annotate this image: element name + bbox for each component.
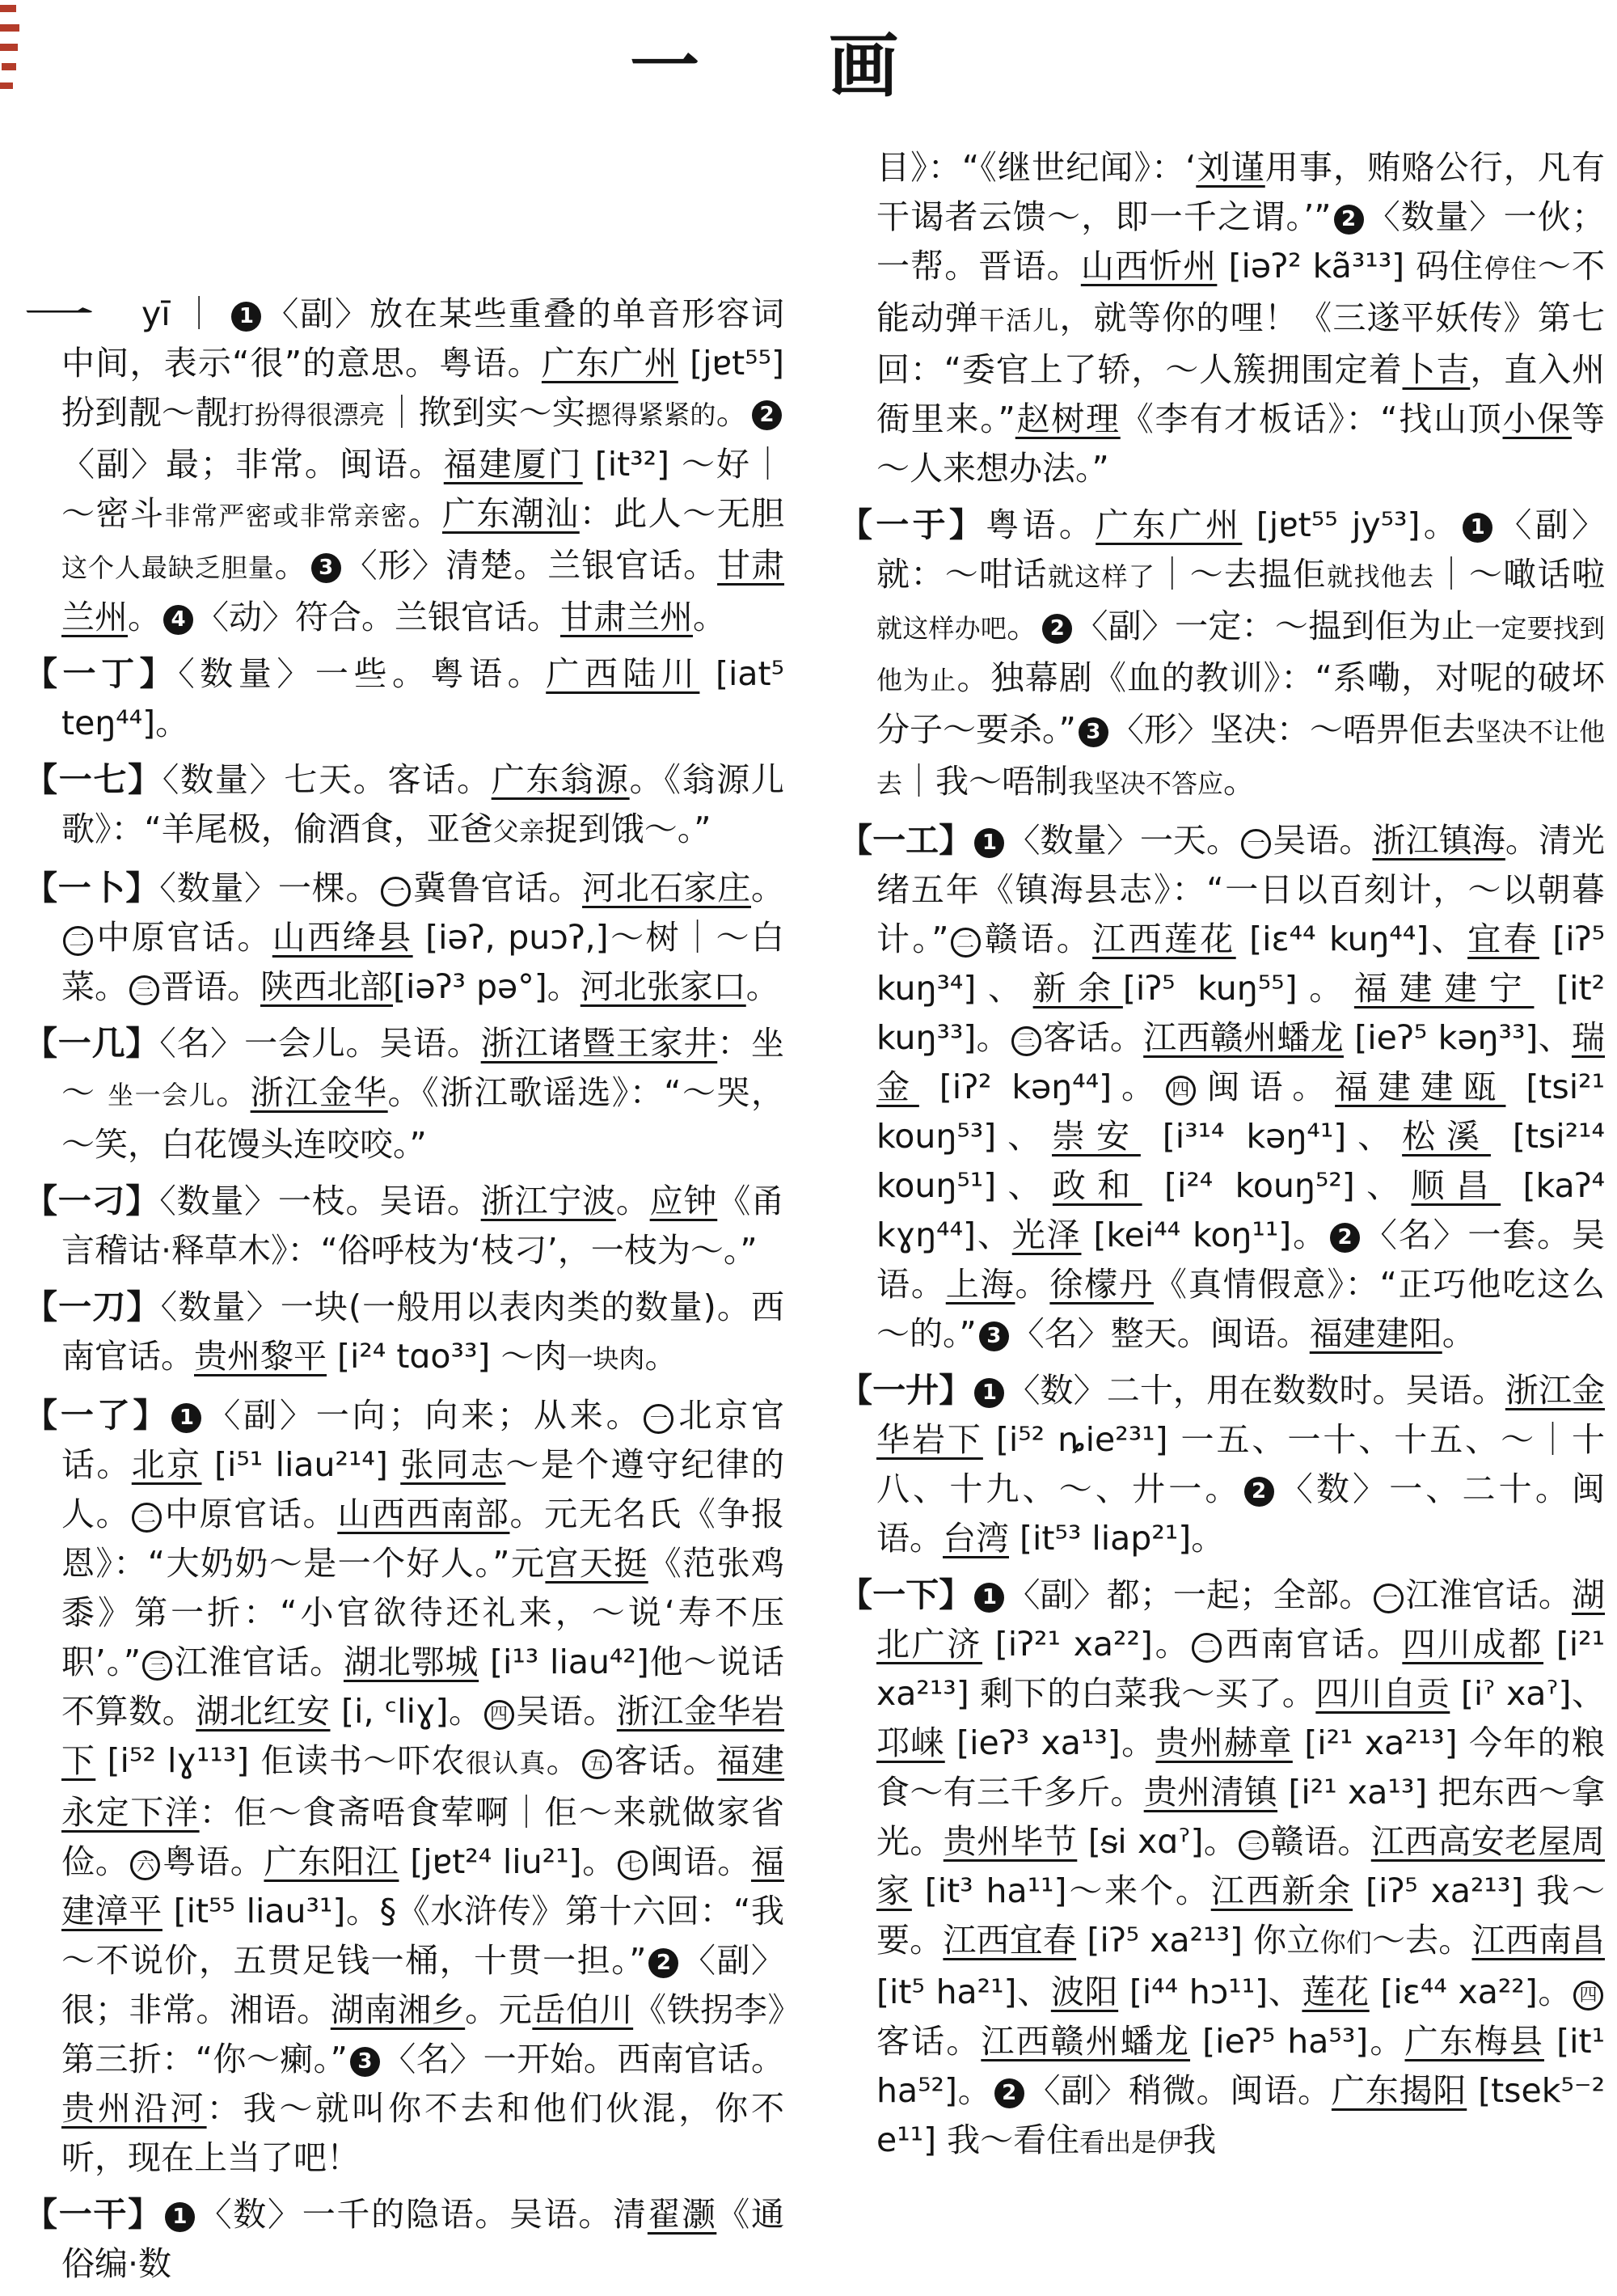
entry-text: ｜～噉话啦 — [1434, 555, 1605, 594]
gloss-small-text: 摁得紧紧的 — [585, 400, 716, 430]
entry-text: 赣语。 — [982, 920, 1093, 958]
sense-number-filled: 2 — [1334, 205, 1364, 235]
entry-text: [iʔ⁵ kuŋ³⁴]、 — [876, 920, 1606, 1008]
entry-text: [it³²] ～好｜～密斗 — [61, 445, 784, 533]
entry-headword: 【一刁】 — [24, 1182, 160, 1220]
proper-name: 贵州毕节 — [943, 1822, 1078, 1861]
sense-number-filled: 3 — [350, 2047, 380, 2077]
sense-number-filled: 2 — [994, 2078, 1024, 2108]
proper-name: 甘肃兰州 — [61, 546, 785, 636]
entry-text: 〈数〉一、二十。闽语。 — [876, 1469, 1605, 1558]
proper-name: 瑞金 — [876, 1018, 1605, 1106]
proper-name: 山西西南部 — [337, 1495, 510, 1533]
entry-text: [kaʔ⁴ kɣŋ⁴⁴]、 — [876, 1166, 1606, 1254]
proper-name: 卜吉 — [1402, 350, 1471, 389]
proper-name: 江西赣州蟠龙 — [981, 2022, 1191, 2061]
entry-headword: 【一刀】 — [24, 1288, 161, 1326]
entry-text: 。 — [644, 1337, 678, 1376]
proper-name: 政和 — [1052, 1166, 1142, 1205]
entry-text: 〈副〉很；非常。湘语。 — [61, 1941, 784, 2029]
subsense-number-circled: 六 — [130, 1850, 160, 1880]
sense-number-filled: 1 — [974, 1378, 1004, 1408]
proper-name: 广东翁源 — [491, 760, 630, 799]
entry-text: [tsi²¹⁴ kouŋ⁵¹]、 — [876, 1117, 1605, 1205]
proper-name: 陕西北部 — [260, 967, 393, 1006]
proper-name: 山西绛县 — [272, 918, 413, 957]
entry-text: 。 — [1007, 607, 1041, 645]
entry-text: 等～人来想办法。” — [876, 400, 1605, 488]
proper-name: 江西宜春 — [943, 1921, 1077, 1960]
left-column — [24, 136, 784, 2296]
sense-number-filled: 1 — [974, 1583, 1004, 1613]
proper-name: 四川成都 — [1402, 1625, 1544, 1664]
proper-name: 翟灏 — [647, 2195, 717, 2234]
proper-name: 徐檬丹 — [1049, 1265, 1154, 1304]
entry-text: [iˀ xaˀ]、 — [1450, 1674, 1605, 1713]
dict-entry — [24, 1177, 784, 1275]
entry-text: 〈形〉清楚。兰银官话。 — [343, 546, 718, 585]
entry-text: 〈副〉最；非常。闽语。 — [61, 445, 444, 484]
entry-text: 粤语。 — [162, 1842, 264, 1881]
entry-text: [jɐt²⁴ liu²¹]。 — [399, 1842, 617, 1881]
entry-text: 〈副〉 就：～咁话 — [876, 505, 1606, 594]
entry-text: [i⁵² lɣ¹¹³] 佢读书～吓农 — [95, 1741, 466, 1780]
entry-text: 。 — [751, 869, 785, 907]
entry-text: 〈副〉稍微。闽语。 — [1026, 2071, 1332, 2110]
proper-name: 小保 — [1502, 400, 1572, 438]
entry-text: [ieʔ⁵ ha⁵³]。 — [1190, 2022, 1405, 2061]
entry-text: 捉到饿～。” — [544, 810, 711, 848]
proper-name: 福建建瓯 — [1335, 1068, 1506, 1106]
sense-number-filled: 1 — [231, 302, 261, 332]
sense-number-filled: 2 — [648, 1948, 678, 1978]
sense-number-filled: 1 — [165, 2202, 195, 2232]
section-title-hua-char: 画 — [829, 26, 898, 107]
proper-name: 浙江诸暨王家井 — [480, 1024, 718, 1063]
entry-text: 中原官话。 — [95, 918, 272, 957]
entry-text: 〈副〉一定：～揾到佢为止 — [1074, 607, 1476, 645]
entry-text: 。 — [216, 1073, 251, 1112]
sense-number-filled: 2 — [1244, 1477, 1274, 1507]
subsense-number-circled: 一 — [1241, 829, 1271, 859]
proper-name: 上海 — [945, 1265, 1015, 1304]
entry-text: 〈副〉放在某些重叠的单音形容词中间，表示“很”的意思。粤语。 — [61, 294, 784, 383]
entry-text: [it² kuŋ³³]。 — [876, 969, 1606, 1057]
entry-text: 《铁拐李》第三折：“你～瘌。” — [61, 1990, 785, 2078]
entry-text: 客话。 — [613, 1741, 717, 1780]
proper-name: 江西莲花 — [1092, 920, 1236, 958]
dict-entry — [24, 1019, 784, 1169]
entry-text: 〈名〉一开始。西南官话。 — [382, 2040, 785, 2078]
entry-text: [iʔ⁵ xa²¹³] 我～要。 — [876, 1871, 1605, 1960]
gloss-small-text: 就找他去 — [1327, 561, 1435, 592]
subsense-number-circled: 三 — [129, 975, 159, 1005]
entry-text: 。《浙江歌谣选》：“～哭，～笑，白花馒头连咬咬。” — [61, 1073, 785, 1164]
entry-text: [iʔ⁵ xa²¹³] 你立 — [1076, 1921, 1320, 1960]
dict-entry — [24, 1283, 784, 1384]
subsense-number-circled: 二 — [132, 1503, 162, 1533]
proper-name: 台湾 — [943, 1519, 1009, 1558]
proper-name: 湖北红安 — [196, 1692, 331, 1731]
entry-headword: 【一卜】 — [24, 869, 160, 907]
entry-text: 〈数〉一千的隐语。吴语。清 — [196, 2195, 648, 2234]
proper-name: 北京 — [131, 1445, 202, 1484]
entry-text: 客话。 — [876, 2022, 982, 2061]
proper-name: 江西赣州蟠龙 — [1143, 1018, 1344, 1057]
subsense-number-circled: 一 — [1374, 1584, 1404, 1613]
entry-text: [kei⁴⁴ koŋ¹¹]。 — [1081, 1216, 1328, 1254]
dict-entry — [839, 501, 1605, 809]
dict-entry — [839, 1571, 1605, 2167]
entry-text: 。 — [1442, 1314, 1476, 1353]
proper-name: 广东广州 — [1096, 505, 1243, 544]
entry-headword: 【一了】 — [24, 1396, 170, 1435]
entry-text: 。 — [745, 967, 779, 1006]
subsense-number-circled: 七 — [618, 1850, 648, 1880]
entry-text: 江淮官话。 — [1405, 1575, 1573, 1614]
proper-name: 张同志 — [400, 1445, 506, 1484]
entry-text: 。 — [128, 598, 161, 636]
entry-text: 〈名〉一套。吴语。 — [876, 1216, 1606, 1304]
entry-text: [it⁵³ liap²¹]。 — [1009, 1519, 1225, 1558]
gloss-small-text: 父亲 — [492, 816, 545, 847]
entry-text: 。元 — [465, 1990, 533, 2029]
proper-name: 福建建宁 — [1353, 969, 1535, 1008]
sense-number-filled: 2 — [1042, 614, 1072, 644]
entry-text: 用事，贿赂公行，凡有干谒者云馈～，即一千之谓。’” — [876, 148, 1605, 236]
entry-text: 。 — [274, 546, 309, 585]
entry-text: 。 — [1223, 762, 1257, 801]
proper-name: 波阳 — [1050, 1973, 1119, 2011]
entry-text: [tsek⁵⁻² e¹¹] 我～看住 — [876, 2071, 1606, 2159]
entry-text: 西南官话。 — [1223, 1625, 1403, 1664]
sense-number-filled: 4 — [163, 605, 193, 635]
gloss-small-text: 坚决不让他去 — [876, 717, 1605, 799]
entry-text: [i³¹⁴ kəŋ⁴¹]、 — [1140, 1117, 1403, 1156]
entry-text: [i²⁴ tɑo³³] ～肉 — [327, 1337, 568, 1376]
proper-name: 刘谨 — [1196, 148, 1265, 187]
proper-name: 邛崃 — [876, 1723, 945, 1762]
entry-text: 江淮官话。 — [174, 1643, 344, 1681]
entry-text: 吴语。 — [1273, 821, 1373, 860]
dict-entry — [24, 2190, 784, 2289]
entry-text: 闽语。 — [1197, 1068, 1336, 1106]
gloss-small-text: 干活儿 — [978, 305, 1060, 336]
proper-name: 贵州赫章 — [1155, 1723, 1293, 1762]
proper-name: 广东阳江 — [264, 1842, 399, 1881]
proper-name: 浙江宁波 — [480, 1182, 616, 1220]
proper-name: 福建永定下洋 — [61, 1741, 785, 1832]
subsense-number-circled: 二 — [1192, 1633, 1222, 1663]
entry-text: [i²¹ xa¹³] 把东西～拿光。 — [876, 1773, 1605, 1861]
entry-text: 〈副〉一向；向来；从来。 — [204, 1396, 643, 1435]
sense-number-filled: 1 — [1463, 513, 1492, 543]
proper-name: 贵州黎平 — [194, 1337, 327, 1376]
proper-name: 赵树理 — [1015, 400, 1121, 438]
proper-name: 光泽 — [1011, 1216, 1082, 1254]
entry-text: 。独幕剧《血的教训》：“系嘞，对呢的破坏分子～要杀。” — [876, 658, 1605, 749]
sense-number-filled: 3 — [1079, 717, 1108, 747]
proper-name: 广东广州 — [541, 344, 678, 383]
entry-text: 。 — [407, 494, 442, 533]
entry-text: 冀鲁官话。 — [412, 869, 583, 907]
proper-name: 新余 — [1032, 969, 1123, 1008]
entry-text: 闽语。 — [649, 1842, 751, 1881]
gloss-small-text: 一定要找到他为止 — [876, 613, 1605, 696]
proper-name: 江西南昌 — [1471, 1921, 1606, 1960]
gloss-small-text: 停住 — [1484, 253, 1538, 284]
dict-entry — [24, 290, 784, 642]
entry-text: 〈数量〉一伙；一帮。晋语。 — [876, 197, 1605, 285]
entry-text: 目》：“《继世纪闻》：‘ — [876, 148, 1197, 187]
entry-text: ：此人～无胆 — [579, 494, 785, 533]
entry-text: ～是个遵守纪律的人。 — [61, 1445, 785, 1533]
sense-number-filled: 3 — [979, 1321, 1009, 1351]
gloss-small-text: 我坚决不答应 — [1068, 768, 1224, 799]
entry-text: 晋语。 — [161, 967, 260, 1006]
proper-name: 湖南湘乡 — [330, 1990, 466, 2029]
subsense-number-circled: 三 — [142, 1651, 172, 1681]
proper-name: 莲花 — [1302, 1973, 1370, 2011]
entry-text: [it³ ha¹¹]～来个。 — [911, 1871, 1211, 1910]
dict-entry — [839, 816, 1605, 1359]
right-column — [839, 136, 1605, 2175]
entry-text: [i⁴⁴ hɔ¹¹]、 — [1118, 1973, 1302, 2011]
entry-text: 〈数量〉一块(一般用以表肉类的数量)。西南官话。 — [61, 1288, 784, 1376]
subsense-number-circled: 三 — [1011, 1026, 1041, 1056]
entry-text: 。元无名氏《争报恩》：“大奶奶～是一个好人。”元 — [61, 1495, 785, 1583]
entry-text: [i⁵¹ liau²¹⁴] — [201, 1445, 401, 1484]
dict-entry — [24, 755, 784, 856]
gloss-small-text: 坐一会儿 — [108, 1080, 217, 1110]
gloss-small-text: 很认真 — [465, 1748, 547, 1778]
entry-text: [i¹³ liau⁴²]他～说话不算数。 — [61, 1643, 785, 1731]
entry-text: 中原官话。 — [163, 1495, 338, 1533]
entry-text: 〈数量〉一枝。吴语。 — [159, 1182, 481, 1220]
entry-text: 〈名〉一会儿。吴语。 — [159, 1024, 481, 1063]
entry-text: ｜～去揾佢 — [1155, 555, 1328, 594]
subsense-number-circled: 四 — [1573, 1981, 1603, 2011]
entry-text: 北京官话。 — [61, 1396, 785, 1484]
proper-name: 应钟 — [649, 1182, 718, 1220]
entry-text: [i²¹ xa²¹³] 今年的粮食～有三千多斤。 — [876, 1723, 1606, 1812]
entry-text: 。清光绪五年《镇海县志》：“一日以百刻计，～以朝暮计。” — [876, 821, 1606, 958]
entry-text: 〈副〉都；一起；全部。 — [1007, 1575, 1373, 1614]
sense-number-filled: 2 — [752, 400, 782, 430]
proper-name: 浙江镇海 — [1372, 821, 1505, 860]
sense-number-filled: 3 — [311, 553, 341, 583]
subsense-number-circled: 二 — [63, 926, 93, 956]
entry-text: 〈数量〉七天。客话。 — [162, 760, 492, 799]
entry-text: 。 — [1015, 1265, 1050, 1304]
sense-number-filled: 1 — [974, 828, 1004, 858]
gloss-small-text: 你们 — [1319, 1927, 1372, 1958]
entry-text: ｜我～唔制 — [902, 762, 1069, 801]
sense-number-filled: 1 — [171, 1403, 201, 1433]
proper-name: 湖北鄂城 — [343, 1643, 479, 1681]
entry-text: 。 — [716, 393, 749, 432]
proper-name: 广西陆川 — [546, 654, 700, 693]
proper-name: 江西新余 — [1210, 1871, 1353, 1910]
proper-name: 湖北广济 — [876, 1575, 1606, 1664]
dict-entry — [839, 143, 1605, 493]
gloss-small-text: 就这样办吧 — [876, 613, 1007, 644]
entry-text: [jɐt⁵⁵] 扮到靓～靓 — [61, 344, 785, 432]
proper-name: 河北石家庄 — [582, 869, 752, 907]
entry-text: 客话。 — [1042, 1018, 1144, 1057]
proper-name: 浙江金华 — [250, 1073, 388, 1112]
entry-text: ：坐～ — [61, 1024, 785, 1112]
entry-text: [i²⁴ kouŋ⁵²]、 — [1142, 1166, 1412, 1205]
proper-name: 贵州清镇 — [1143, 1773, 1278, 1812]
entry-text: 吴语。 — [515, 1692, 617, 1731]
proper-name: 贵州沿河 — [61, 2089, 207, 2128]
gloss-small-text: 这个人最缺乏胆量 — [61, 552, 275, 583]
entry-text: [ieʔ³ xa¹³]。 — [944, 1723, 1156, 1762]
section-title — [0, 10, 1528, 110]
subsense-number-circled: 三 — [1239, 1830, 1269, 1860]
entry-text: ～去。 — [1371, 1921, 1472, 1960]
proper-name: 福建建阳 — [1309, 1314, 1442, 1353]
entry-text: [iəʔ, puɔʔ,]～树｜～白菜。 — [61, 918, 784, 1006]
entry-text: 《李有才板话》：“找山顶 — [1120, 400, 1503, 438]
entry-headword: 【一于】 — [839, 505, 986, 544]
entry-text: 〈数量〉一棵。 — [159, 869, 380, 907]
entry-headword: 【一干】 — [24, 2195, 163, 2234]
entry-headword: 【一工】 — [839, 821, 973, 860]
entry-text: [it⁵⁵ liau³¹]。§《水浒传》第十六回：“我～不说价，五贯足钱一桶，十贯一担。” — [61, 1892, 785, 1980]
entry-text: 《通俗编·数 — [61, 2195, 785, 2283]
entry-text: 〈名〉整天。闽语。 — [1011, 1314, 1310, 1353]
gloss-small-text: 非常严密或非常亲密 — [164, 501, 408, 531]
entry-text: [iʔ² kəŋ⁴⁴]。 — [918, 1068, 1164, 1106]
entry-text: ，就等你的哩！《三遂平妖传》第七回：“委官上了轿，～人簇拥围定着 — [876, 298, 1605, 389]
entry-text: [iɛ⁴⁴ xa²²]。 — [1369, 1973, 1573, 2011]
entry-text: [iəʔ³ pə°]。 — [393, 967, 581, 1006]
proper-name: 河北张家口 — [580, 967, 746, 1006]
entry-headword: 【一七】 — [24, 760, 163, 799]
entry-text: [iat⁵ teŋ⁴⁴]。 — [61, 654, 785, 742]
proper-name: 广东潮汕 — [441, 494, 580, 533]
section-title-stroke-char: 一 — [630, 26, 699, 107]
dict-entry — [24, 649, 784, 748]
proper-name: 宜春 — [1467, 920, 1539, 958]
entry-text: [iəʔ² kã³¹³] 码住 — [1217, 247, 1484, 285]
entry-text: ｜揿到实～实 — [385, 393, 586, 432]
entry-text: ：佢～食斋唔食荤啊｜佢～来就做家省俭。 — [61, 1793, 785, 1881]
entry-text: 。 — [693, 598, 726, 636]
dict-entry — [24, 864, 784, 1012]
proper-name: 宫天挺 — [545, 1544, 648, 1583]
proper-name: 岳伯川 — [532, 1990, 634, 2029]
gloss-small-text: 看出是伊 — [1079, 2127, 1184, 2158]
subsense-number-circled: 四 — [1166, 1076, 1196, 1106]
entry-text: 〈动〉符合。兰银官话。 — [196, 598, 560, 636]
entry-text: 《真情假意》：“正巧他吃这么～的。” — [876, 1265, 1606, 1353]
entry-text: 赣语。 — [1270, 1822, 1371, 1861]
entry-text: [tsi²¹ kouŋ⁵³]、 — [876, 1068, 1606, 1156]
entry-text: [iɛ⁴⁴ kuŋ⁴⁴]、 — [1235, 920, 1468, 958]
entry-headword: 【一几】 — [24, 1024, 160, 1063]
entry-text: yī ｜ — [141, 294, 230, 333]
entry-text: [iʔ⁵ kuŋ⁵⁵]。 — [1122, 969, 1354, 1008]
proper-name: 福建漳平 — [61, 1842, 784, 1930]
entry-text: [i²¹ xa²¹³] 剩下的白菜我～买了。 — [876, 1625, 1605, 1713]
entry-text: 《范张鸡黍》第一折：“小官欲待还礼来，～说‘寿不压职’。” — [61, 1544, 785, 1681]
subsense-number-circled: 四 — [484, 1700, 514, 1730]
entry-text: [ᵴi xɑˀ]。 — [1077, 1822, 1238, 1861]
entry-text: 。 — [615, 1182, 650, 1220]
entry-text: [iʔ²¹ xa²²]。 — [982, 1625, 1191, 1664]
proper-name: 甘肃兰州 — [560, 598, 693, 636]
entry-text: [it⁵ ha²¹]、 — [876, 1973, 1051, 2011]
entry-text: 〈数量〉一天。 — [1007, 821, 1240, 860]
entry-text: [i⁵² ȵie²³¹] 一五、一十、十五、～｜十八、十九、～、廾一。 — [876, 1420, 1605, 1508]
entry-headword: 【一丁】 — [24, 654, 179, 693]
sense-number-filled: 2 — [1330, 1223, 1360, 1253]
entry-text: 〈数量〉一些。粤语。 — [178, 654, 547, 693]
entry-text: 粤语。 — [986, 505, 1096, 544]
entry-text: 〈形〉坚决：～唔畀佢去 — [1110, 710, 1476, 749]
proper-name: 松溪 — [1402, 1117, 1491, 1156]
entry-text: [ieʔ⁵ kəŋ³³]、 — [1343, 1018, 1572, 1057]
entry-text: [jɐt⁵⁵ jy⁵³]。 — [1242, 505, 1461, 544]
proper-name: 广东梅县 — [1404, 2022, 1544, 2061]
proper-name: 江西高安老屋周家 — [876, 1822, 1606, 1910]
proper-name: 山西忻州 — [1080, 247, 1218, 285]
entry-text: 〈数〉二十，用在数数时。吴语。 — [1007, 1371, 1505, 1410]
entry-headword: 【一下】 — [839, 1575, 973, 1614]
entry-text: 《甬言稽诂·释草木》：“俗呼枝为‘枝刁’，一枝为～。” — [61, 1182, 785, 1270]
entry-text: ：我～就叫你不去和他们伙混，你不听，现在上当了吧！ — [61, 2089, 785, 2177]
dict-entry — [24, 1391, 784, 2183]
subsense-number-circled: 五 — [582, 1749, 612, 1779]
proper-name: 浙江金华岩下 — [876, 1371, 1606, 1459]
dict-entry — [839, 1366, 1605, 1563]
subsense-number-circled: 一 — [644, 1404, 673, 1434]
entry-headword: 【一廾】 — [839, 1371, 973, 1410]
gloss-small-text: 一块肉 — [567, 1343, 645, 1374]
proper-name: 广东揭阳 — [1331, 2071, 1467, 2110]
entry-text: 。 — [546, 1741, 581, 1780]
entry-text: ～不能动弹 — [876, 247, 1605, 337]
entry-text: 我 — [1183, 2121, 1217, 2159]
entry-text: ，直入州衙里来。” — [876, 350, 1606, 438]
proper-name: 浙江金华岩下 — [61, 1692, 785, 1780]
subsense-number-circled: 一 — [381, 877, 411, 907]
proper-name: 福建厦门 — [443, 445, 583, 484]
gloss-small-text: 打扮得很漂亮 — [228, 400, 386, 430]
entry-text: 。《翁源儿歌》：“羊尾极，偷酒食，亚爸 — [61, 760, 785, 848]
proper-name: 顺昌 — [1411, 1166, 1501, 1205]
entry-text: [i, ᶜliɣ]。 — [330, 1692, 483, 1731]
entry-headword: 一 — [24, 294, 95, 333]
subsense-number-circled: 二 — [951, 928, 981, 958]
entry-text: [it¹ ha⁵²]。 — [876, 2022, 1606, 2110]
proper-name: 四川自贡 — [1315, 1674, 1450, 1713]
proper-name: 崇安 — [1052, 1117, 1141, 1156]
gloss-small-text: 就这样了 — [1047, 561, 1156, 592]
